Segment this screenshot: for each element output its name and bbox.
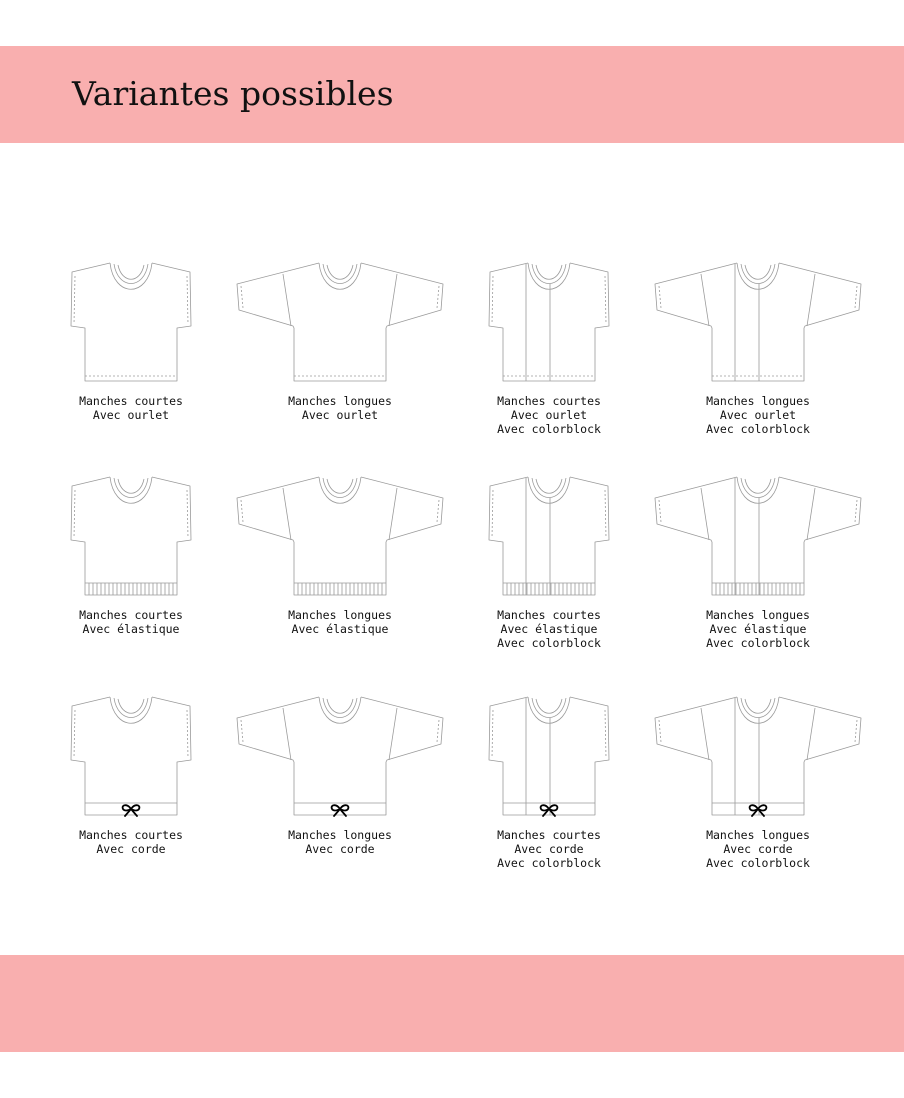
variant-caption — [225, 828, 455, 856]
caption-line: Manches longues — [288, 608, 392, 622]
garment-drawing — [16, 256, 246, 386]
caption-line: Manches longues — [706, 828, 810, 842]
caption-line: Manches courtes — [497, 828, 601, 842]
caption-line: Manches courtes — [79, 828, 183, 842]
variant-card — [16, 690, 246, 900]
caption-line: Avec colorblock — [706, 856, 810, 870]
garment-drawing — [225, 256, 455, 386]
caption-line: Avec ourlet — [301, 408, 379, 422]
variant-card — [225, 690, 455, 900]
caption-line: Avec corde — [514, 842, 584, 856]
garment-illustration — [434, 470, 664, 600]
variant-caption — [643, 394, 873, 436]
variant-card — [434, 256, 664, 466]
caption-line: Avec colorblock — [706, 636, 810, 650]
variant-caption — [16, 394, 246, 422]
caption-line: Avec colorblock — [497, 636, 601, 650]
variant-card — [434, 690, 664, 900]
caption-line: Avec ourlet — [719, 408, 797, 422]
caption-line: Avec colorblock — [497, 856, 601, 870]
caption-line: Manches courtes — [79, 608, 183, 622]
variant-card — [225, 470, 455, 680]
footer-band — [0, 955, 904, 1052]
garment-illustration — [643, 256, 873, 386]
garment-drawing — [225, 690, 455, 820]
garment-drawing — [16, 470, 246, 600]
variant-card — [643, 690, 873, 900]
caption-line: Avec élastique — [291, 622, 389, 636]
variant-caption — [16, 608, 246, 636]
variant-card — [434, 470, 664, 680]
garment-drawing — [643, 470, 873, 600]
page-title: Variantes possibles — [72, 74, 394, 113]
variant-card — [16, 256, 246, 466]
garment-drawing — [643, 256, 873, 386]
garment-illustration — [225, 690, 455, 820]
variant-card — [643, 256, 873, 466]
caption-line: Manches longues — [706, 608, 810, 622]
garment-illustration — [434, 256, 664, 386]
caption-line: Manches courtes — [497, 394, 601, 408]
variant-caption — [16, 828, 246, 856]
variant-caption — [434, 394, 664, 436]
garment-illustration — [434, 690, 664, 820]
variant-caption — [225, 394, 455, 422]
variant-caption — [434, 828, 664, 870]
garment-drawing — [434, 690, 664, 820]
garment-illustration — [225, 470, 455, 600]
variant-caption — [434, 608, 664, 650]
variant-card — [643, 470, 873, 680]
garment-illustration — [643, 470, 873, 600]
caption-line: Manches courtes — [79, 394, 183, 408]
caption-line: Avec colorblock — [706, 422, 810, 436]
variant-caption — [643, 608, 873, 650]
caption-line: Avec élastique — [82, 622, 180, 636]
garment-illustration — [16, 690, 246, 820]
garment-illustration — [643, 690, 873, 820]
caption-line: Manches longues — [288, 394, 392, 408]
garment-illustration — [16, 256, 246, 386]
garment-drawing — [643, 690, 873, 820]
caption-line: Avec élastique — [500, 622, 598, 636]
variant-caption — [225, 608, 455, 636]
garment-drawing — [225, 470, 455, 600]
caption-line: Manches longues — [706, 394, 810, 408]
caption-line: Avec corde — [305, 842, 375, 856]
garment-drawing — [434, 470, 664, 600]
garment-illustration — [16, 470, 246, 600]
caption-line: Avec colorblock — [497, 422, 601, 436]
caption-line: Avec ourlet — [92, 408, 170, 422]
caption-line: Avec ourlet — [510, 408, 588, 422]
variant-caption — [643, 828, 873, 870]
variant-card — [225, 256, 455, 466]
caption-line: Manches courtes — [497, 608, 601, 622]
variant-card — [16, 470, 246, 680]
caption-line: Avec corde — [96, 842, 166, 856]
caption-line: Avec élastique — [709, 622, 807, 636]
garment-drawing — [434, 256, 664, 386]
garment-drawing — [16, 690, 246, 820]
caption-line: Manches longues — [288, 828, 392, 842]
caption-line: Avec corde — [723, 842, 793, 856]
garment-illustration — [225, 256, 455, 386]
